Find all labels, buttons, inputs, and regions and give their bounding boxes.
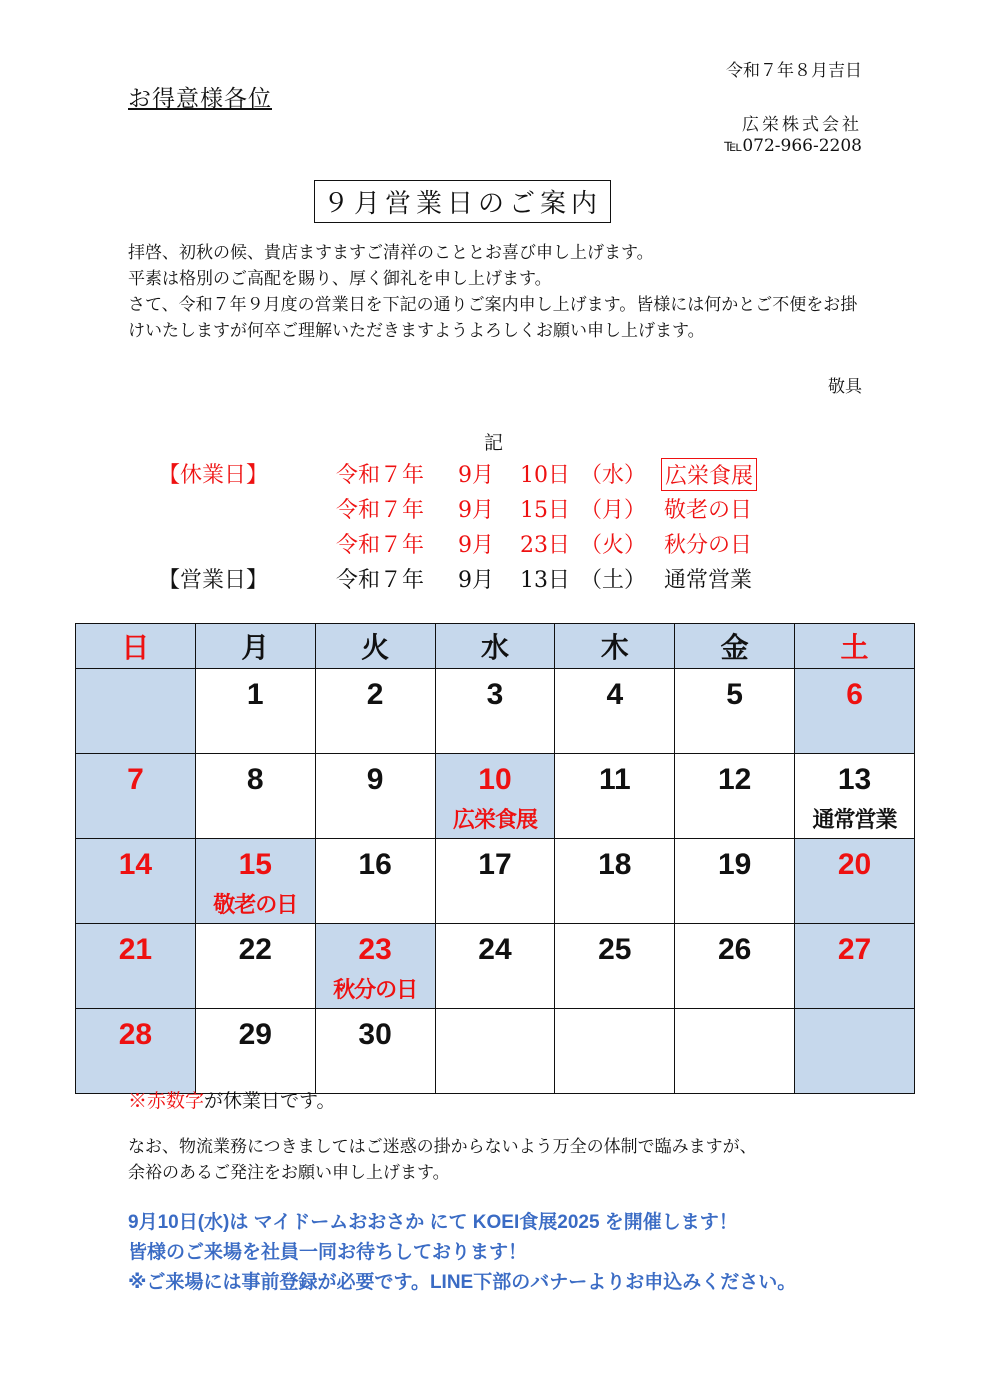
notice-era: 令和７年 (336, 568, 425, 593)
day-number: 25 (598, 933, 632, 966)
calendar-body (76, 669, 915, 1094)
document-title: ９月営業日のご案内 (314, 180, 611, 223)
day-label: 通常営業 (812, 807, 897, 832)
calendar-day-cell (76, 924, 196, 1009)
day-number: 3 (486, 678, 504, 711)
company-name: 広栄株式会社 (742, 115, 862, 135)
logistics-note (128, 1134, 888, 1186)
day-number: 11 (598, 763, 631, 796)
calendar-week-row (76, 924, 915, 1009)
day-number: 24 (478, 933, 512, 966)
calendar-day-cell (555, 924, 675, 1009)
calendar-day-cell (76, 669, 196, 754)
calendar-day-cell (555, 754, 675, 839)
notice-month: 9月 (458, 463, 494, 488)
day-label: 広栄食展 (452, 807, 537, 832)
notice-day: 23日 (520, 533, 570, 558)
day-label: 敬老の日 (213, 892, 298, 917)
calendar-day-cell (555, 839, 675, 924)
weekday-header: 水 (435, 624, 555, 669)
notice-era: 令和７年 (336, 463, 425, 488)
calendar-day-cell (315, 754, 435, 839)
recipient: お得意様各位 (128, 86, 272, 112)
logistics-line: なお、物流業務につきましてはご迷惑の掛からないよう万全の体制で臨みますが、 (128, 1137, 757, 1157)
calendar-day-cell (675, 754, 795, 839)
notice-era: 令和７年 (336, 498, 425, 523)
day-number: 14 (118, 848, 153, 881)
notice-label: 【休業日】 (158, 463, 269, 488)
weekday-header: 金 (675, 624, 795, 669)
day-number: 13 (837, 763, 872, 796)
letter-date: 令和７年８月吉日 (726, 61, 862, 81)
day-number: 28 (118, 1018, 153, 1051)
notice-day: 13日 (520, 568, 570, 593)
calendar-day-cell (795, 754, 915, 839)
notice-day: 10日 (520, 463, 570, 488)
day-number: 21 (118, 933, 153, 966)
day-number: 26 (717, 933, 752, 966)
day-number: 6 (846, 678, 863, 711)
calendar-day-cell (315, 669, 435, 754)
day-number: 30 (358, 1018, 392, 1051)
weekday-header: 土 (795, 624, 915, 669)
day-number: 12 (717, 763, 752, 796)
day-number: 23 (358, 933, 392, 966)
notice-month: 9月 (458, 568, 494, 593)
calendar (75, 623, 915, 1094)
calendar-day-cell (795, 924, 915, 1009)
notice-note: 通常営業 (664, 568, 753, 593)
calendar-day-cell (315, 924, 435, 1009)
notice-dow: （火） (580, 533, 647, 558)
calendar-day-cell (795, 1009, 915, 1094)
calendar-day-cell (435, 839, 555, 924)
event-line: 9月10日(水)は マイドームおおさか にて KOEI食展2025 を開催します！ (128, 1212, 738, 1233)
day-number: 19 (717, 848, 752, 881)
day-number: 16 (358, 848, 392, 881)
day-number: 15 (238, 848, 272, 881)
notice-month: 9月 (458, 533, 494, 558)
calendar-day-cell (795, 669, 915, 754)
event-line: 皆様のご来場を社員一同お待ちしております！ (128, 1242, 528, 1263)
day-number: 29 (238, 1018, 272, 1051)
notice-era: 令和７年 (336, 533, 425, 558)
day-number: 4 (606, 678, 624, 711)
calendar-day-cell (795, 839, 915, 924)
greeting-line: 拝啓、初秋の候、貴店ますますご清祥のこととお喜び申し上げます。 (128, 243, 654, 263)
greeting-body (128, 240, 868, 344)
calendar-week-row (76, 1009, 915, 1094)
day-number: 17 (478, 848, 512, 881)
day-number: 9 (366, 763, 384, 796)
day-number: 8 (246, 763, 264, 796)
notice-dow: （水） (580, 463, 647, 488)
day-number: 22 (238, 933, 272, 966)
weekday-header: 木 (555, 624, 675, 669)
day-number: 18 (598, 848, 632, 881)
calendar-day-cell (195, 839, 315, 924)
event-announcement (128, 1208, 868, 1298)
notice-day: 15日 (520, 498, 570, 523)
notice-month: 9月 (458, 498, 494, 523)
day-number: 5 (726, 678, 743, 711)
day-number: 20 (837, 848, 872, 881)
footnote (128, 1086, 336, 1113)
weekday-header: 月 (195, 624, 315, 669)
day-number: 10 (478, 763, 512, 796)
calendar-day-cell (435, 924, 555, 1009)
calendar-day-cell (675, 924, 795, 1009)
calendar-day-cell (675, 1009, 795, 1094)
company-tel: ℡072-966-2208 (724, 136, 862, 156)
calendar-day-cell (76, 1009, 196, 1094)
notice-note: 広栄食展 (661, 458, 757, 491)
calendar-day-cell (555, 669, 675, 754)
calendar-day-cell (76, 839, 196, 924)
weekday-header: 火 (315, 624, 435, 669)
logistics-line: 余裕のあるご発注をお願い申し上げます。 (128, 1163, 450, 1183)
calendar-day-cell (315, 1009, 435, 1094)
day-number: 1 (246, 678, 264, 711)
calendar-week-row (76, 839, 915, 924)
ki-mark: 記 (484, 432, 504, 454)
calendar-day-cell (195, 754, 315, 839)
calendar-day-cell (675, 669, 795, 754)
calendar-week-row (76, 669, 915, 754)
calendar-day-cell (195, 1009, 315, 1094)
notice-note: 敬老の日 (664, 498, 753, 523)
calendar-day-cell (435, 754, 555, 839)
calendar-week-row (76, 754, 915, 839)
calendar-day-cell (195, 924, 315, 1009)
notice-dow: （月） (580, 498, 647, 523)
calendar-day-cell (435, 1009, 555, 1094)
calendar-day-cell (315, 839, 435, 924)
day-number: 2 (366, 678, 384, 711)
day-label: 秋分の日 (333, 977, 418, 1002)
calendar-day-cell (76, 754, 196, 839)
day-number: 27 (837, 933, 872, 966)
footnote-red: ※赤数字 (128, 1090, 205, 1112)
calendar-day-cell (195, 669, 315, 754)
calendar-header-row (76, 624, 915, 669)
day-number: 7 (127, 763, 144, 796)
calendar-day-cell (675, 839, 795, 924)
calendar-day-cell (435, 669, 555, 754)
weekday-header: 日 (76, 624, 196, 669)
footnote-rest: が休業日です。 (204, 1090, 336, 1112)
closing: 敬具 (828, 377, 862, 397)
notice-label: 【営業日】 (158, 568, 269, 593)
calendar-day-cell (555, 1009, 675, 1094)
notice-dow: （土） (580, 568, 647, 593)
greeting-line: さて、令和７年９月度の営業日を下記の通りご案内申し上げます。皆様には何かとご不便をお掛けいたしますが何卒ご理解いただきますようよろしくお願い申し上げます。 (128, 295, 858, 341)
notice-note: 秋分の日 (664, 533, 753, 558)
greeting-line: 平素は格別のご高配を賜り、厚く御礼を申し上げます。 (128, 269, 552, 289)
event-line: ※ご来場には事前登録が必要です。LINE下部のバナーよりお申込みください。 (128, 1272, 797, 1293)
